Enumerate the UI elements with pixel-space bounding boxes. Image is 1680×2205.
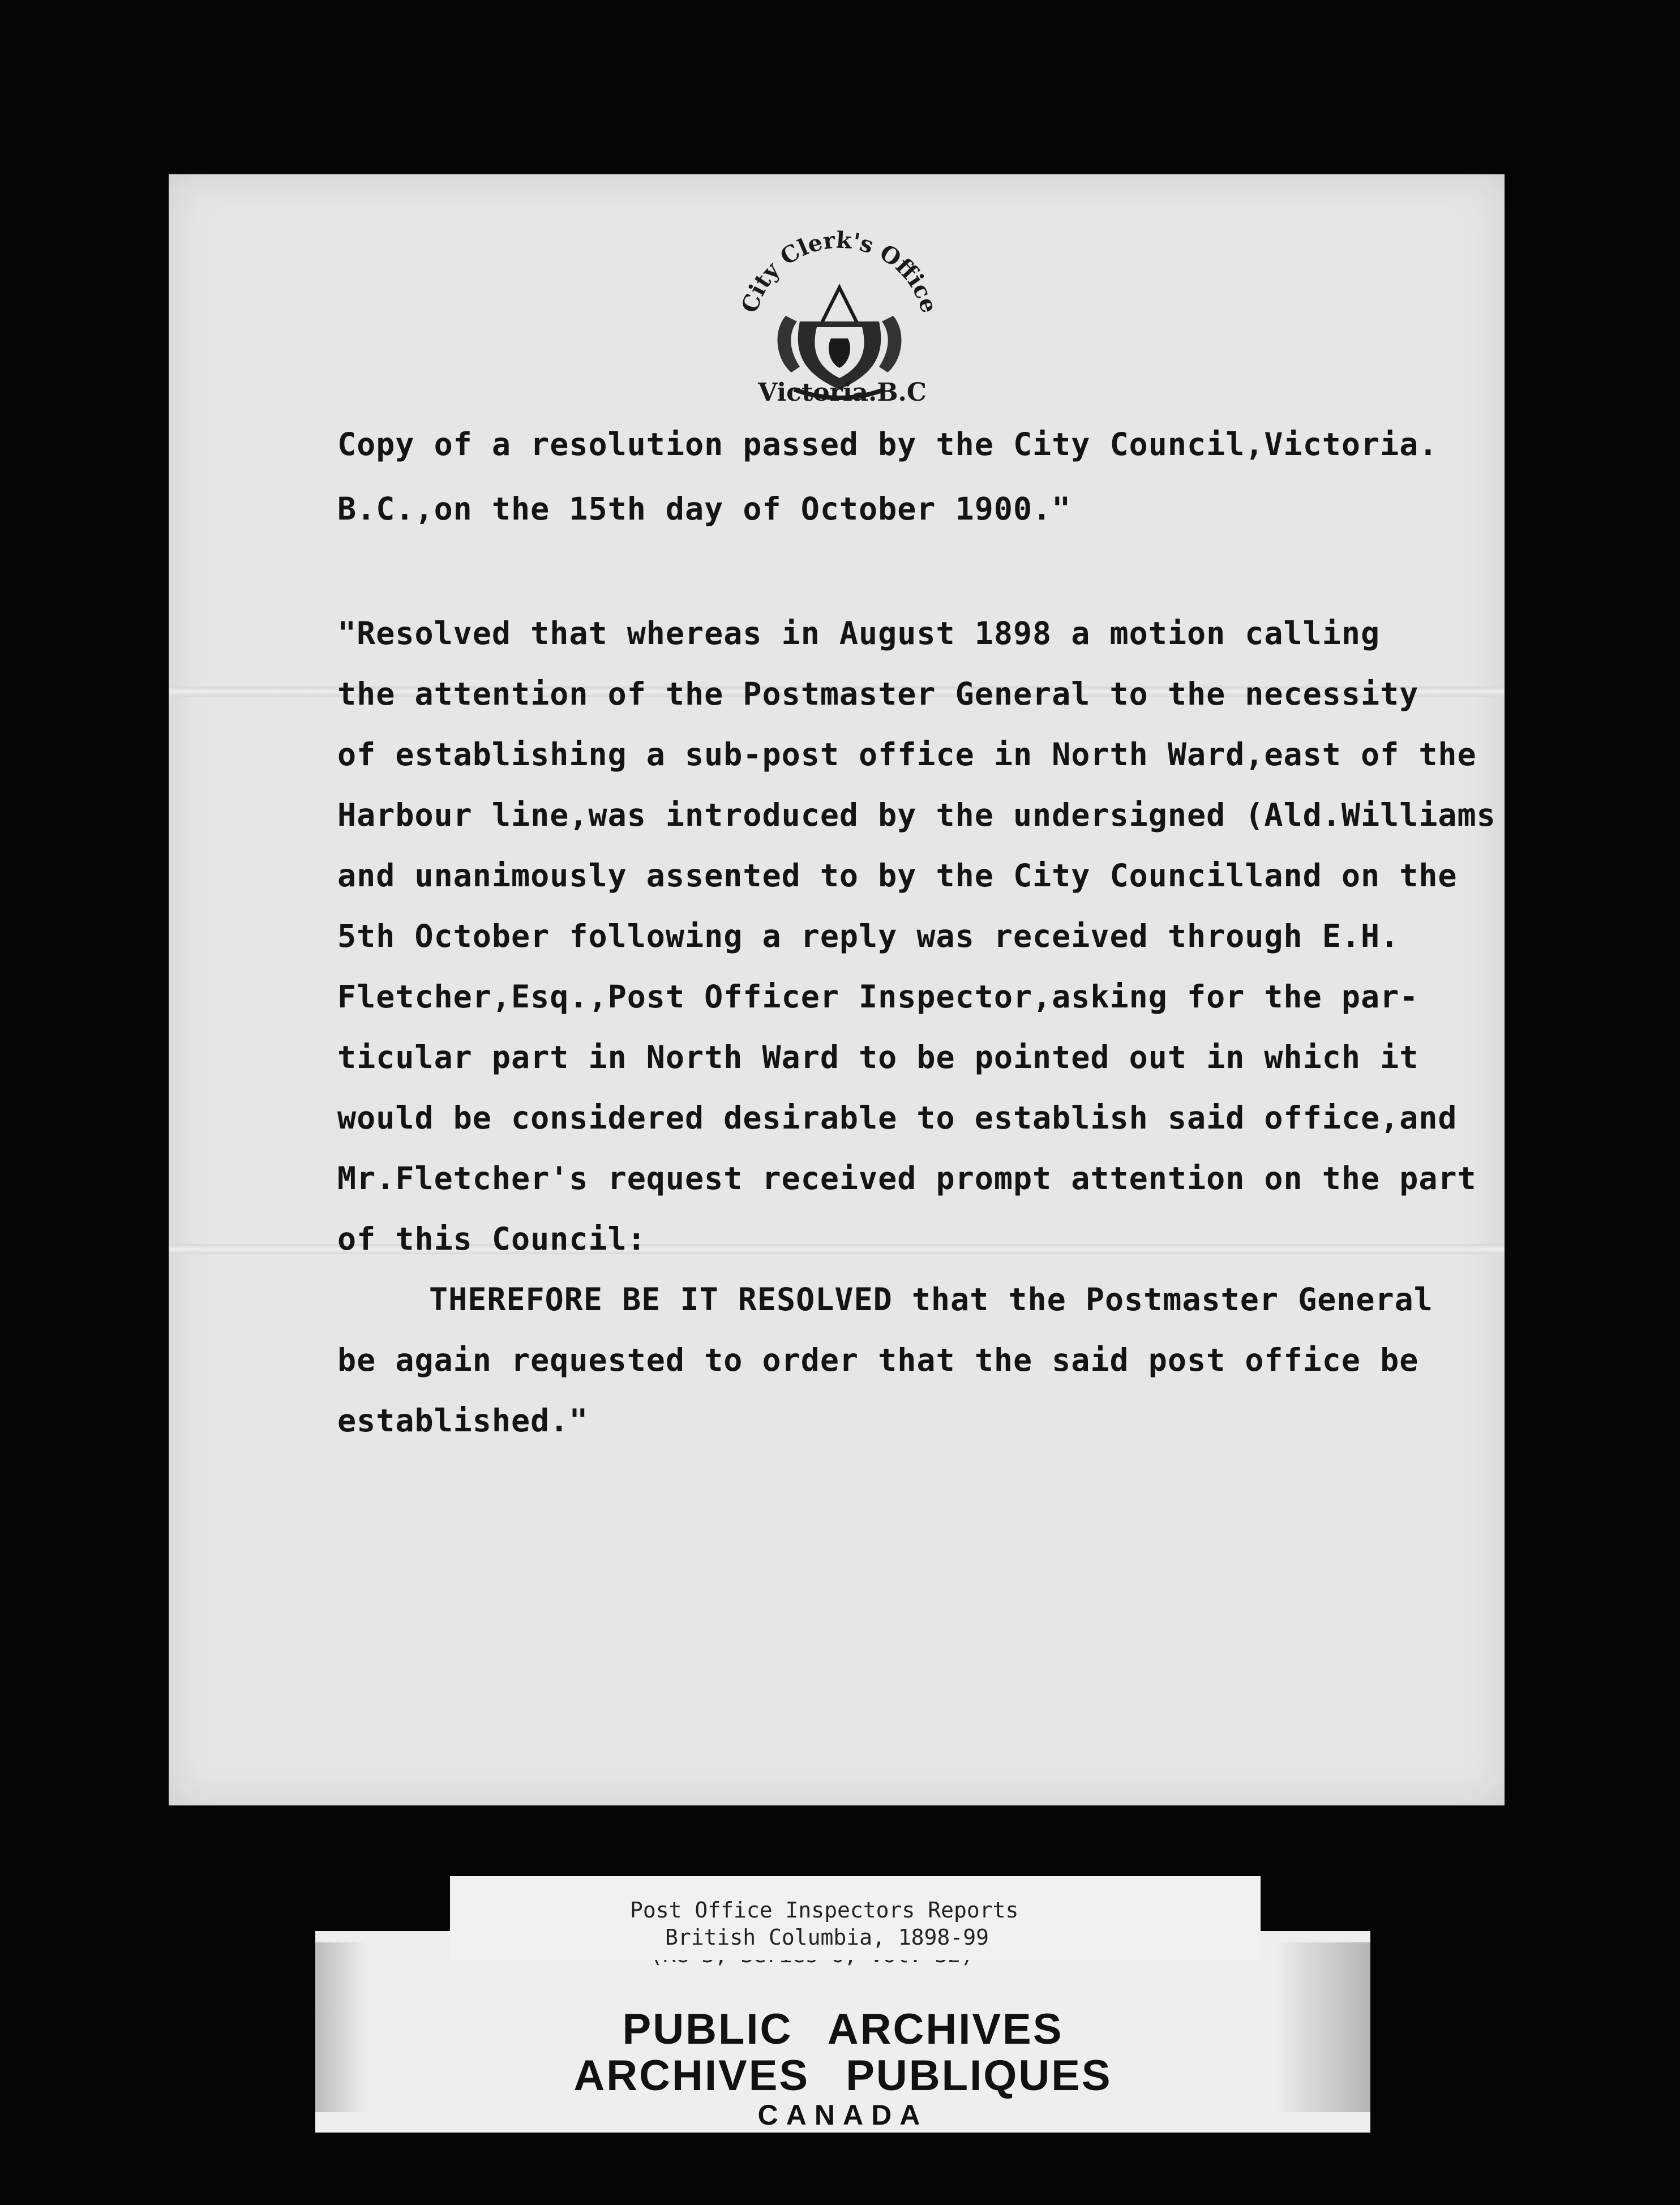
stamp-english: PUBLIC ARCHIVES xyxy=(622,2005,1064,2053)
body-line: and unanimously assented to by the City Councilland on the xyxy=(337,857,1458,894)
document-page xyxy=(169,174,1505,1805)
heading-line: B.C.,on the 15th day of October 1900." xyxy=(337,491,1072,527)
archive-collection-label xyxy=(450,1876,1261,1960)
collection-region: British Columbia, 1898-99 xyxy=(665,1925,989,1950)
body-line: Fletcher,Esq.,Post Officer Inspector,asking for the par- xyxy=(337,979,1419,1015)
body-line: "Resolved that whereas in August 1898 a motion calling xyxy=(337,615,1381,651)
archive-stamp-label xyxy=(315,1931,1370,2133)
svg-text:City Clerk's Office xyxy=(736,227,943,316)
body-line: would be considered desirable to establish said office,and xyxy=(337,1100,1458,1136)
document-heading xyxy=(337,412,1458,541)
stamp-french: ARCHIVES PUBLIQUES xyxy=(573,2052,1112,2100)
stamp-country: CANADA xyxy=(757,2099,928,2131)
body-line: Harbour line,was introduced by the undersigned (Ald.Williams xyxy=(337,797,1496,833)
collection-title: Post Office Inspectors Reports xyxy=(630,1898,1019,1923)
body-line: of this Council: xyxy=(337,1221,646,1257)
body-line: the attention of the Postmaster General to the necessity xyxy=(337,676,1419,712)
body-line: ticular part in North Ward to be pointed out in which it xyxy=(337,1039,1419,1075)
body-line: Mr.Fletcher's request received prompt attention on the part xyxy=(337,1160,1477,1196)
letterhead-place: Victoria.B.C xyxy=(758,378,927,407)
resolution-line: established." xyxy=(337,1402,589,1439)
body-line: of establishing a sub-post office in North Ward,east of the xyxy=(337,736,1477,773)
resolution-line: be again requested to order that the said post office be xyxy=(337,1342,1419,1378)
resolution-line: THEREFORE BE IT RESOLVED that the Postmaster General xyxy=(429,1281,1433,1318)
heading-line: Copy of a resolution passed by the City Council,Victoria. xyxy=(337,426,1438,462)
body-line: 5th October following a reply was received through E.H. xyxy=(337,918,1400,954)
resolution-body xyxy=(337,603,1496,1451)
seal-text: City Clerk's Office xyxy=(736,226,943,316)
